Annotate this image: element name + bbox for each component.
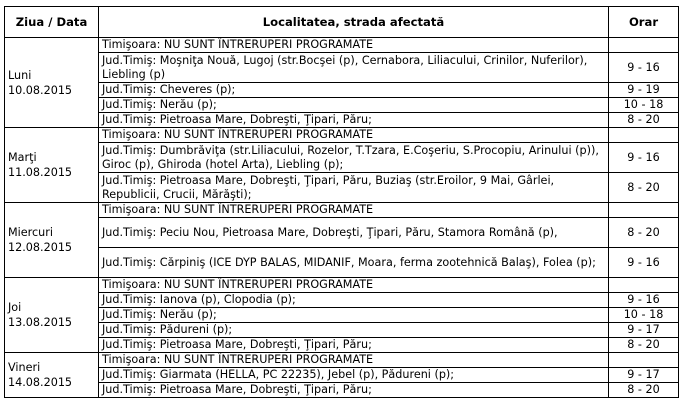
- table-row: [5, 113, 679, 128]
- time-cell: 8 - 20: [609, 338, 679, 353]
- time-cell: 9 - 17: [609, 323, 679, 338]
- time-cell: 9 - 16: [609, 143, 679, 173]
- header-row: [5, 7, 679, 38]
- day-cell: [5, 353, 99, 398]
- time-cell: 9 - 19: [609, 83, 679, 98]
- location-cell: Timişoara: NU SUNT ÎNTRERUPERI PROGRAMATE: [99, 278, 609, 293]
- location-cell: Jud.Timiş: Dumbrăviţa (str.Liliacului, Rozelor, T.Tzara, E.Coşeriu, S.Procopiu, Arinului (p)), Giroc (p), Ghiroda (hotel Arta), Liebling (p);: [99, 143, 609, 173]
- table-row: [5, 53, 679, 83]
- location-cell: Jud.Timiş: Moşniţa Nouă, Lugoj (str.Bocşei (p), Cernabora, Liliacului, Crinilor, Nuferilor), Liebling (p): [99, 53, 609, 83]
- location-cell: Jud.Timiş: Pietroasa Mare, Dobreşti, Ţipari, Păru, Buziaş (str.Eroilor, 9 Mai, Gârlei, Republicii, Crucii, Mărăşti);: [99, 173, 609, 203]
- location-cell: Jud.Timiş: Nerău (p);: [99, 308, 609, 323]
- location-cell: Jud.Timiş: Giarmata (HELLA, PC 22235), Jebel (p), Pădureni (p);: [99, 368, 609, 383]
- day-name: Joi: [8, 301, 22, 314]
- day-name: Miercuri: [8, 226, 53, 239]
- time-cell: [609, 353, 679, 368]
- day-cell: [5, 203, 99, 278]
- location-cell: Jud.Timiş: Cărpiniş (ICE DYP BALAS, MIDANIF, Moara, ferma zootehnică Balaş), Folea (p);: [99, 248, 609, 278]
- location-cell: Jud.Timiş: Pietroasa Mare, Dobreşti, Ţipari, Păru;: [99, 113, 609, 128]
- location-cell: Jud.Timiş: Nerău (p);: [99, 98, 609, 113]
- table-row: [5, 203, 679, 218]
- day-name: Luni: [8, 68, 32, 82]
- table-row: [5, 308, 679, 323]
- location-cell: Timişoara: NU SUNT ÎNTRERUPERI PROGRAMATE: [99, 203, 609, 218]
- time-cell: 9 - 16: [609, 248, 679, 278]
- table-row: [5, 383, 679, 398]
- location-cell: Jud.Timiş: Ianova (p), Clopodia (p);: [99, 293, 609, 308]
- location-cell: Timişoara: NU SUNT ÎNTRERUPERI PROGRAMATE: [99, 128, 609, 143]
- time-cell: 8 - 20: [609, 113, 679, 128]
- time-cell: 8 - 20: [609, 173, 679, 203]
- header-location: Localitatea, strada afectată: [99, 7, 609, 38]
- time-cell: [609, 128, 679, 143]
- time-cell: 10 - 18: [609, 98, 679, 113]
- location-cell: Jud.Timiş: Pietroasa Mare, Dobreşti, Ţipari, Păru;: [99, 338, 609, 353]
- table-row: [5, 218, 679, 248]
- time-cell: [609, 38, 679, 53]
- day-date: 14.08.2015: [8, 376, 73, 389]
- table-row: [5, 293, 679, 308]
- day-name: Marţi: [8, 151, 37, 164]
- table-row: [5, 98, 679, 113]
- table-row: [5, 38, 679, 53]
- location-cell: Jud.Timiş: Peciu Nou, Pietroasa Mare, Dobreşti, Ţipari, Păru, Stamora Română (p),: [99, 218, 609, 248]
- time-cell: 10 - 18: [609, 308, 679, 323]
- day-date: 13.08.2015: [8, 316, 73, 329]
- day-date: 11.08.2015: [8, 166, 73, 179]
- location-cell: Jud.Timiş: Cheveres (p);: [99, 83, 609, 98]
- outage-schedule-table: [4, 6, 679, 398]
- table-row: [5, 173, 679, 203]
- time-cell: 9 - 16: [609, 293, 679, 308]
- location-cell: Timişoara: NU SUNT ÎNTRERUPERI PROGRAMATE: [99, 353, 609, 368]
- time-cell: 9 - 17: [609, 368, 679, 383]
- table-row: [5, 248, 679, 278]
- day-cell: [5, 128, 99, 203]
- table-row: [5, 128, 679, 143]
- day-date: 10.08.2015: [8, 83, 73, 97]
- day-date: 12.08.2015: [8, 241, 73, 254]
- table-row: [5, 278, 679, 293]
- day-cell: [5, 38, 99, 128]
- location-cell: Jud.Timiş: Pietroasa Mare, Dobreşti, Ţipari, Păru;: [99, 383, 609, 398]
- time-cell: 9 - 16: [609, 53, 679, 83]
- table-row: [5, 323, 679, 338]
- header-time: Orar: [609, 7, 679, 38]
- day-name: Vineri: [8, 361, 41, 374]
- day-cell: [5, 278, 99, 353]
- table-row: [5, 143, 679, 173]
- table-row: [5, 83, 679, 98]
- time-cell: [609, 278, 679, 293]
- table-row: [5, 353, 679, 368]
- table-row: [5, 338, 679, 353]
- time-cell: 8 - 20: [609, 218, 679, 248]
- time-cell: [609, 203, 679, 218]
- table-row: [5, 368, 679, 383]
- location-cell: Jud.Timiş: Pădureni (p);: [99, 323, 609, 338]
- time-cell: 8 - 20: [609, 383, 679, 398]
- header-day: Ziua / Data: [5, 7, 99, 38]
- location-cell: Timişoara: NU SUNT ÎNTRERUPERI PROGRAMATE: [99, 38, 609, 53]
